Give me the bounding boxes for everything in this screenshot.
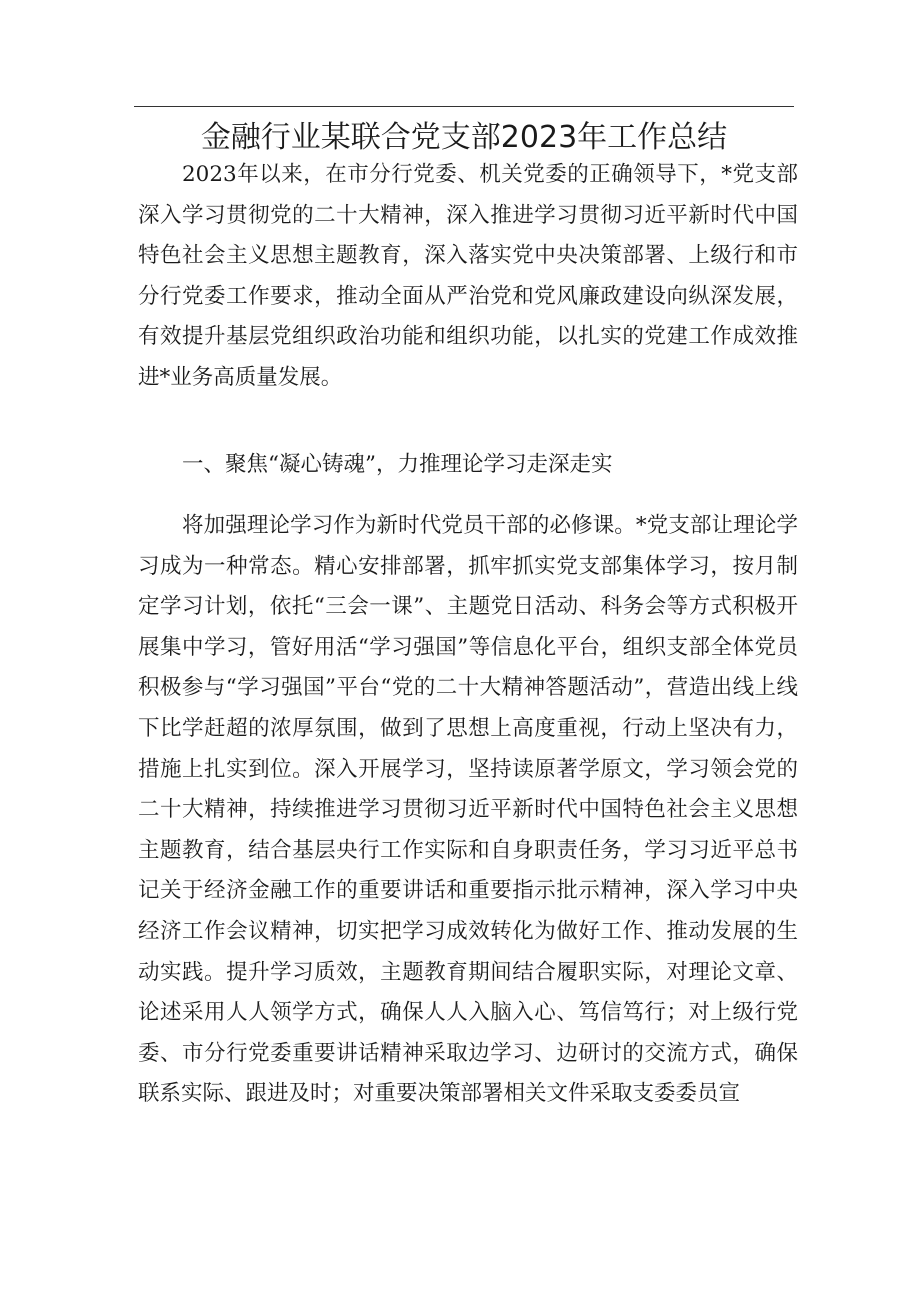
intro-paragraph: 2023年以来，在市分行党委、机关党委的正确领导下，*党支部深入学习贯彻党的二十大精神，深入推进学习贯彻习近平新时代中国特色社会主义思想主题教育，深入落实党中央决策部署、上级行和市分行党委工作要求，推动全面从严治党和党风廉政建设向纵深发展，有效提升基层党组织政治功能和组织功能，以扎实的党建工作成效推进*业务高质量发展。 bbox=[138, 162, 798, 390]
header-rule bbox=[134, 106, 794, 107]
section-1-paragraph: 将加强理论学习作为新时代党员干部的必修课。*党支部让理论学习成为一种常态。精心安排部署，抓牢抓实党支部集体学习，按月制定学习计划，依托“三会一课”、主题党日活动、科务会等方式积极开展集中学习，管好用活“学习强国”等信息化平台，组织支部全体党员积极参与“学习强国”平台“党的二十大精神答题活动”，营造出线上线下比学赶超的浓厚氛围，做到了思想上高度重视，行动上坚决有力，措施上扎实到位。深入开展学习，坚持读原著学原文，学习领会党的二十大精神，持续推进学习贯彻习近平新时代中国特色社会主义思想主题教育，结合基层央行工作实际和自身职责任务，学习习近平总书记关于经济金融工作的重要讲话和重要指示批示精神，深入学习中央经济工作会议精神，切实把学习成效转化为做好工作、推动发展的生动实践。提升学习质效，主题教育期间结合履职实际，对理论文章、论述采用人人领学方式，确保人人入脑入心、笃信笃行；对上级行党委、市分行党委重要讲话精神采取边学习、边研讨的交流方式，确保联系实际、跟进及时；对重要决策部署相关文件采取支委委员宣 bbox=[138, 513, 798, 1107]
section-heading-1: 一、聚焦“凝心铸魂”，力推理论学习走深走实 bbox=[182, 452, 613, 477]
document-title: 金融行业某联合党支部2023年工作总结 bbox=[200, 120, 728, 155]
